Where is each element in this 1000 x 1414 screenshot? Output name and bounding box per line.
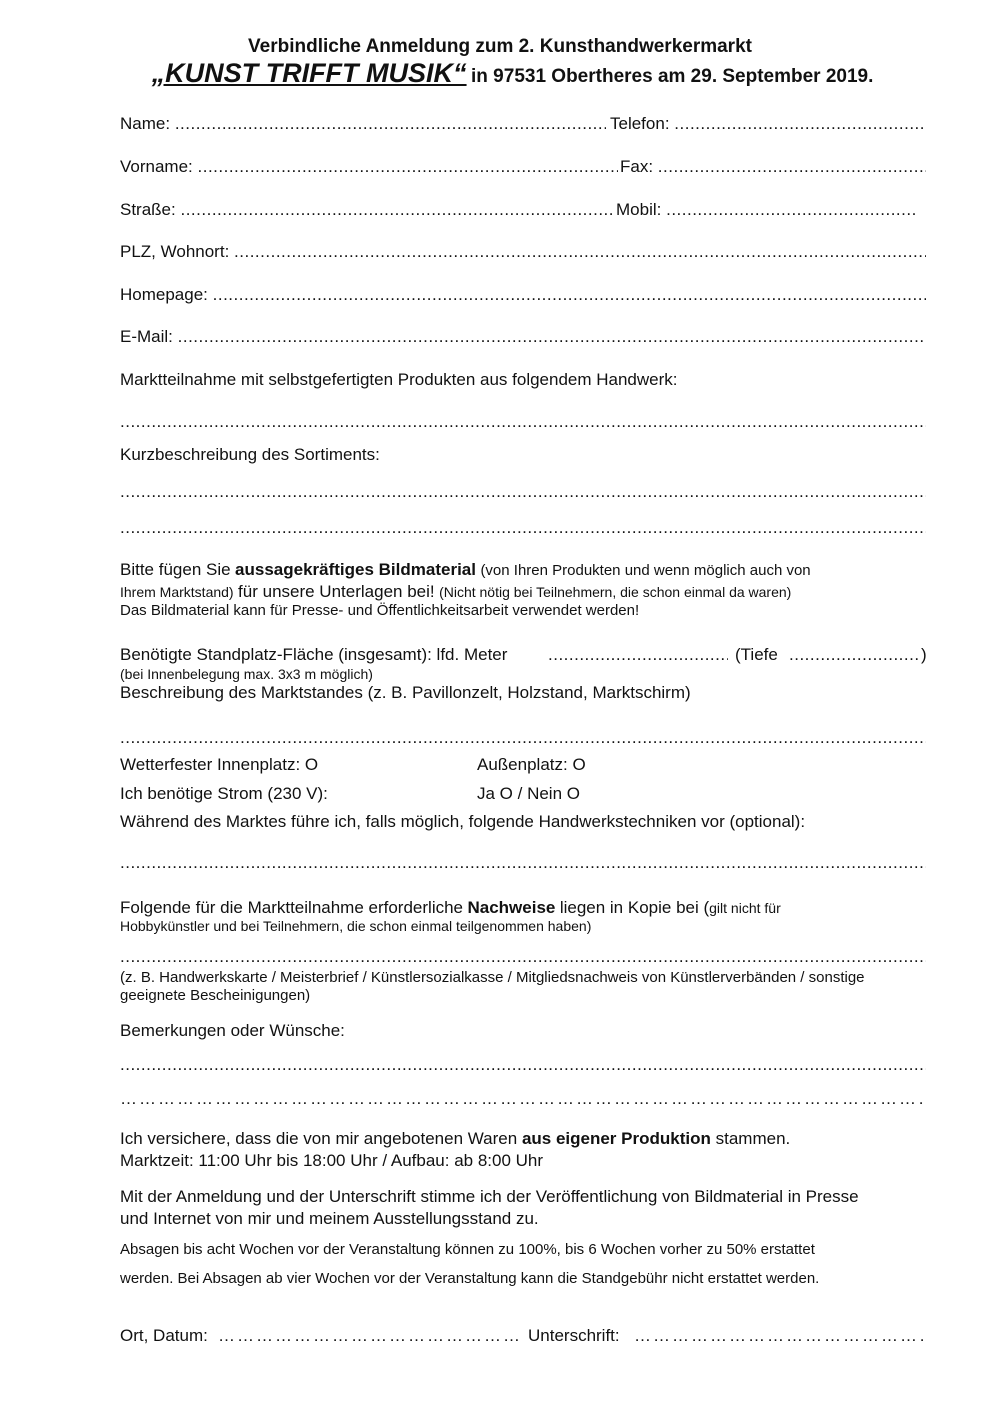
aussenplatz-option[interactable]: Außenplatz: O bbox=[477, 755, 586, 774]
nachweise-text: Folgende für die Marktteilnahme erforderliche bbox=[120, 898, 464, 917]
unterschrift-label: Unterschrift: bbox=[528, 1326, 620, 1345]
name-field[interactable] bbox=[120, 114, 606, 134]
sortiment-blank-1[interactable] bbox=[120, 482, 926, 502]
nachweise-note: gilt nicht für bbox=[709, 900, 781, 916]
plz-field[interactable] bbox=[120, 242, 926, 262]
event-title bbox=[0, 58, 1000, 89]
nachweise-bold: Nachweise bbox=[467, 898, 556, 917]
mobil-field[interactable] bbox=[616, 200, 916, 220]
flaeche-label: Benötigte Standplatz-Fläche (insgesamt): lfd. Meter bbox=[120, 645, 508, 664]
mobil-label: Mobil: bbox=[616, 200, 662, 219]
bild-note: (Nicht nötig bei Teilnehmern, die schon einmal da waren) bbox=[439, 584, 792, 600]
bemerkungen-blank-2[interactable] bbox=[120, 1089, 922, 1109]
declaration-bold: aus eigener Produktion bbox=[521, 1129, 711, 1148]
strasse-field[interactable] bbox=[120, 200, 612, 220]
strasse-blank bbox=[180, 200, 612, 220]
ort-datum-label: Ort, Datum: bbox=[120, 1326, 208, 1345]
consent-line-1: Mit der Anmeldung und der Unterschrift stimme ich der Veröffentlichung von Bildmaterial in Presse bbox=[120, 1187, 859, 1206]
strom-choice[interactable]: Ja O / Nein O bbox=[477, 784, 580, 803]
sortiment-label: Kurzbeschreibung des Sortiments: bbox=[120, 445, 380, 464]
unterschrift-blank[interactable] bbox=[634, 1326, 926, 1346]
homepage-field[interactable] bbox=[120, 285, 926, 305]
nachweise-blank[interactable] bbox=[120, 947, 926, 967]
ort-datum-blank[interactable] bbox=[218, 1326, 522, 1346]
name-blank bbox=[175, 114, 606, 134]
handwerk-label: Marktteilnahme mit selbstgefertigten Produkten aus folgendem Handwerk: bbox=[120, 370, 678, 389]
email-field[interactable] bbox=[120, 327, 926, 347]
plz-label: PLZ, Wohnort: bbox=[120, 242, 230, 261]
email-label: E-Mail: bbox=[120, 327, 173, 346]
strom-label: Ich benötige Strom (230 V): bbox=[120, 784, 328, 803]
nachweise-examples-2: geeignete Bescheinigungen) bbox=[120, 987, 311, 1004]
bild-bold: aussagekräftiges Bildmaterial bbox=[235, 560, 476, 579]
nachweise-line-1 bbox=[120, 898, 781, 918]
sortiment-blank-2[interactable] bbox=[120, 518, 926, 538]
nachweise-examples: (z. B. Handwerkskarte / Meisterbrief / Künstlersozialkasse / Mitgliedsnachweis von Künstlerverbänden / sonstige bbox=[120, 969, 865, 986]
bemerkungen-blank-1[interactable] bbox=[120, 1055, 926, 1075]
declaration-text: Ich versichere, dass die von mir angebotenen Waren bbox=[120, 1129, 518, 1148]
homepage-blank bbox=[213, 285, 926, 305]
stand-beschreibung-blank[interactable] bbox=[120, 728, 926, 748]
marktzeit: Marktzeit: 11:00 Uhr bis 18:00 Uhr / Aufbau: ab 8:00 Uhr bbox=[120, 1151, 544, 1170]
handwerk-blank[interactable] bbox=[120, 412, 926, 432]
mobil-blank bbox=[666, 200, 916, 220]
innenplatz-option[interactable]: Wetterfester Innenplatz: O bbox=[120, 755, 319, 774]
tiefe-label: (Tiefe bbox=[735, 645, 778, 664]
name-label: Name: bbox=[120, 114, 171, 133]
nachweise-text-2: liegen in Kopie bei ( bbox=[559, 898, 710, 917]
telefon-label: Telefon: bbox=[610, 114, 670, 133]
bild-unterlagen: für unsere Unterlagen bei! bbox=[238, 582, 435, 601]
heading-line: Verbindliche Anmeldung zum 2. Kunsthandwerkermarkt bbox=[248, 36, 752, 57]
vorname-label: Vorname: bbox=[120, 157, 193, 176]
bild-line-1 bbox=[120, 560, 811, 580]
meter-blank[interactable] bbox=[548, 645, 728, 665]
event-place-date: in 97531 Obertheres am 29. September 2019. bbox=[471, 66, 874, 87]
absage-line-1: Absagen bis acht Wochen vor der Veranstaltung können zu 100%, bis 6 Wochen vorher zu 50% erstattet bbox=[120, 1241, 815, 1258]
bild-marktstand: Ihrem Marktstand) bbox=[120, 584, 234, 600]
homepage-label: Homepage: bbox=[120, 285, 208, 304]
techniken-label: Während des Marktes führe ich, falls möglich, folgende Handwerkstechniken vor (optional): bbox=[120, 812, 806, 831]
fax-label: Fax: bbox=[620, 157, 654, 176]
tiefe-blank[interactable] bbox=[789, 645, 920, 665]
consent-line-2: und Internet von mir und meinem Ausstellungsstand zu. bbox=[120, 1209, 539, 1228]
innenbelegung-note: (bei Innenbelegung max. 3x3 m möglich) bbox=[120, 666, 373, 682]
email-blank bbox=[178, 327, 926, 347]
telefon-blank bbox=[674, 114, 926, 134]
vorname-field[interactable] bbox=[120, 157, 618, 177]
tiefe-close: ) bbox=[921, 645, 927, 664]
event-brand: „KUNST TRIFFT MUSIK“ bbox=[151, 58, 467, 88]
vorname-blank bbox=[198, 157, 619, 177]
fax-field[interactable] bbox=[620, 157, 926, 177]
bild-line-2 bbox=[120, 582, 791, 602]
form-heading bbox=[0, 36, 1000, 58]
declaration-line bbox=[120, 1129, 790, 1149]
nachweise-note-2: Hobbykünstler und bei Teilnehmern, die schon einmal teilgenommen haben) bbox=[120, 918, 592, 934]
declaration-end: stammen. bbox=[715, 1129, 791, 1148]
bemerkungen-label: Bemerkungen oder Wünsche: bbox=[120, 1021, 345, 1040]
bild-presse-note: Das Bildmaterial kann für Presse- und Öffentlichkeitsarbeit verwendet werden! bbox=[120, 602, 640, 619]
telefon-field[interactable] bbox=[610, 114, 926, 134]
techniken-blank[interactable] bbox=[120, 853, 926, 873]
stand-beschreibung-label: Beschreibung des Marktstandes (z. B. Pavillonzelt, Holzstand, Marktschirm) bbox=[120, 683, 691, 702]
fax-blank bbox=[658, 157, 926, 177]
plz-blank bbox=[234, 242, 926, 262]
absage-line-2: werden. Bei Absagen ab vier Wochen vor der Veranstaltung kann die Standgebühr nicht erstattet werden. bbox=[120, 1270, 820, 1287]
strasse-label: Straße: bbox=[120, 200, 176, 219]
bild-text-small: (von Ihren Produkten und wenn möglich auch von bbox=[480, 562, 811, 579]
bild-text: Bitte fügen Sie bbox=[120, 560, 231, 579]
